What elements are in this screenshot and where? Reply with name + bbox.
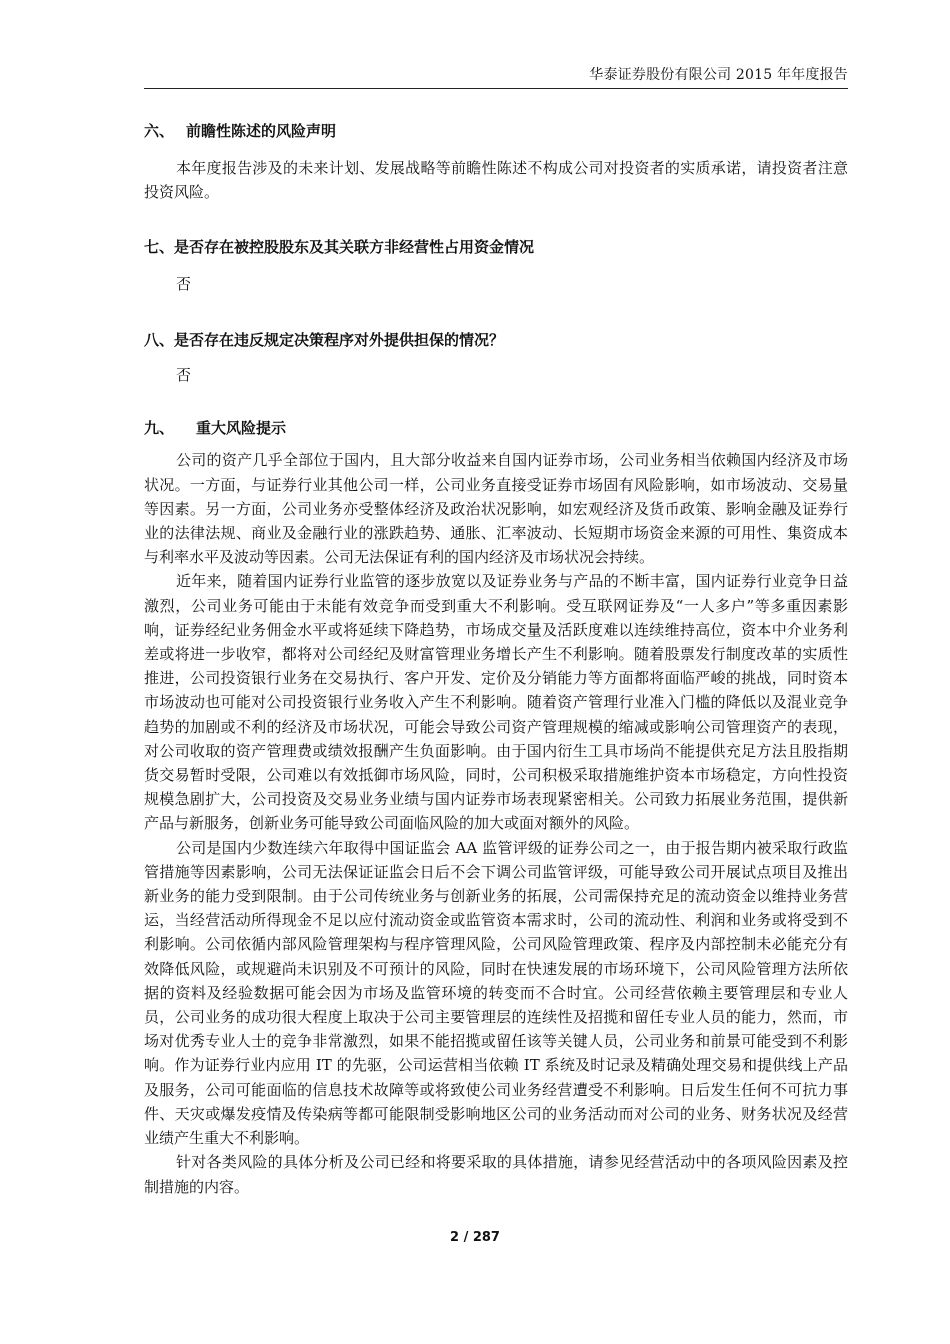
section-8-heading: 八、是否存在违反规定决策程序对外提供担保的情况？ [144,331,505,350]
section-9-paragraph-4: 针对各类风险的具体分析及公司已经和将要采取的具体措施，请参见经营活动中的各项风险因素及控制措施的内容。 [144,1153,848,1196]
section-8-answer: 否 [176,366,192,385]
section-9-title: 重大风险提示 [196,419,287,438]
section-9-paragraph-3: 公司是国内少数连续六年取得中国证监会 AA 监管评级的证券公司之一，由于报告期内被采取行政监管措施等因素影响，公司无法保证证监会日后不会下调公司监管评级，可能导致公司开展试点项目及推出新业务的能力受到限制。由于公司传统业务与创新业务的拓展，公司需保持充足的流动资金以维持业务营运，当经营活动所得现金不足以应付流动资金或监管资本需求时，公司的流动性、利润和业务或将受到不利影响。公司依循内部风险管理架构与程序管理风险，公司风险管理政策、程序及内部控制未必能充分有效降低风险，或规避尚未识别及不可预计的风险，同时在快速发展的市场环境下，公司风险管理方法所依据的资料及经验数据可能会因为市场及监管环境的转变而不合时宜。公司经营依赖主要管理层和专业人员，公司业务的成功很大程度上取决于公司主要管理层的连续性及招揽和留任专业人员的能力，然而，市场对优秀专业人士的竞争非常激烈，如果不能招揽或留任该等关键人员，公司业务和前景可能受到不利影响。作为证券行业内应用 IT 的先驱，公司运营相当依赖 IT 系统及时记录及精确处理交易和提供线上产品及服务，公司可能面临的信息技术故障等或将致使公司业务经营遭受不利影响。日后发生任何不可抗力事件、天灾或爆发疫情及传染病等都可能限制受影响地区公司的业务活动而对公司的业务、财务状况及经营业绩产生重大不利影响。 [144,838,848,1148]
document-body [144,118,848,1199]
section-7-answer: 否 [176,275,192,294]
page-header [144,62,848,89]
section-6-title: 前瞻性陈述的风险声明 [186,122,337,140]
section-7-heading: 七、是否存在被控股股东及其关联方非经营性占用资金情况 [144,238,535,257]
section-9-number: 九、 [144,419,175,438]
section-9-paragraph-2: 近年来，随着国内证券行业监管的逐步放宽以及证券业务与产品的不断丰富，国内证券行业竞争日益激烈，公司业务可能由于未能有效竞争而受到重大不利影响。受互联网证券及“一人多户”等多重因素影响，证券经纪业务佣金水平或将延续下降趋势，市场成交量及活跃度难以连续维持高位，资本中介业务利差或将进一步收窄，都将对公司经纪及财富管理业务增长产生不利影响。随着股票发行制度改革的实质性推进，公司投资银行业务在交易执行、客户开发、定价及分销能力等方面都将面临严峻的挑战，同时资本市场波动也可能对公司投资银行业务收入产生不利影响。随着资产管理行业准入门槛的降低以及混业竞争趋势的加剧或不利的经济及市场状况，可能会导致公司资产管理规模的缩减或影响公司管理资产的表现，对公司收取的资产管理费或绩效报酬产生负面影响。由于国内衍生工具市场尚不能提供充足方法且股指期货交易暂时受限，公司难以有效抵御市场风险，同时，公司积极采取措施维护资本市场稳定，方向性投资规模急剧扩大，公司投资及交易业务业绩与国内证券市场表现紧密相关。公司致力拓展业务范围，提供新产品与新服务，创新业务可能导致公司面临风险的加大或面对额外的风险。 [144,572,848,833]
section-9-heading [144,415,848,441]
report-title: 华泰证券股份有限公司 2015 年年度报告 [589,67,848,83]
section-6-number: 六、 [144,122,175,140]
section-6-paragraph: 本年度报告涉及的未来计划、发展战略等前瞻性陈述不构成公司对投资者的实质承诺，请投资者注意投资风险。 [144,159,848,202]
section-9-paragraph-1: 公司的资产几乎全部位于国内，且大部分收益来自国内证券市场，公司业务相当依赖国内经济及市场状况。一方面，与证券行业其他公司一样，公司业务直接受证券市场固有风险影响，如市场波动、交易量等因素。另一方面，公司业务亦受整体经济及政治状况影响，如宏观经济及货币政策、影响金融及证券行业的法律法规、商业及金融行业的涨跌趋势、通胀、汇率波动、长短期市场资金来源的可用性、集资成本与利率水平及波动等因素。公司无法保证有利的国内经济及市场状况会持续。 [144,451,848,567]
section-6-heading [144,118,848,144]
page-number: 2 / 287 [450,1230,500,1245]
